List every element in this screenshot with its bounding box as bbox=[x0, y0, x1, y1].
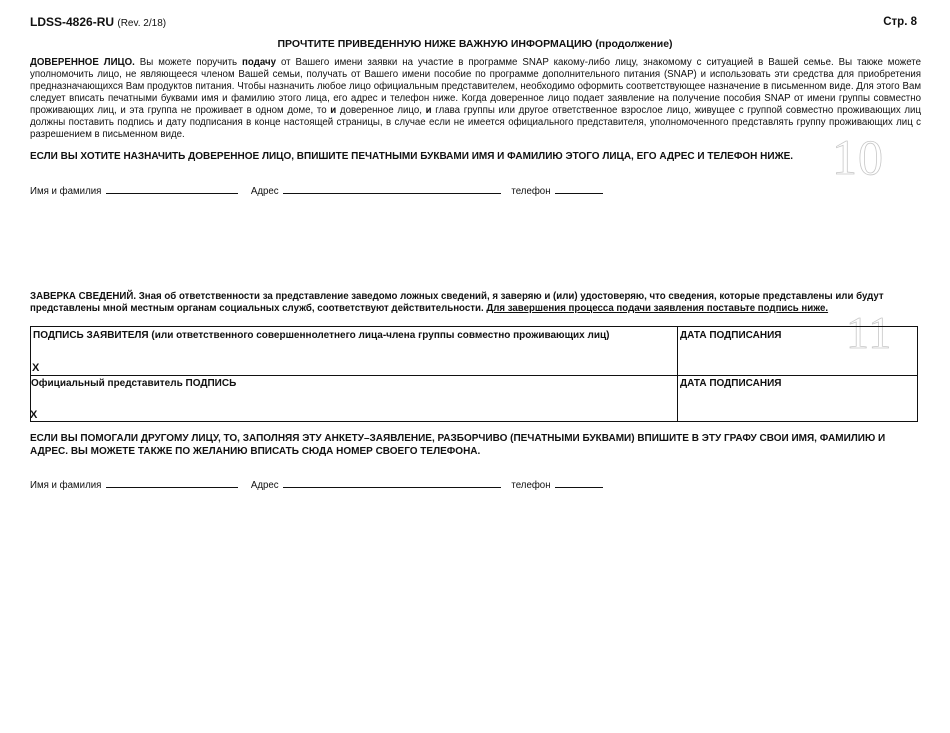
rep-fields-row bbox=[30, 184, 605, 197]
table-column-divider bbox=[677, 327, 678, 421]
signature-table bbox=[30, 326, 918, 422]
para-bold-and-1: и bbox=[330, 105, 337, 116]
certification-paragraph bbox=[30, 291, 925, 315]
rep-address-field[interactable] bbox=[283, 184, 501, 194]
helper-address-field[interactable] bbox=[283, 478, 501, 488]
applicant-signature-label: ПОДПИСЬ ЗАЯВИТЕЛЯ (или ответственного совершеннолетнего лица-члена группы совместно проживающих лиц) bbox=[33, 330, 610, 341]
helper-phone-label: телефон bbox=[511, 480, 551, 491]
rep-name-field[interactable] bbox=[106, 184, 238, 194]
helper-name-field[interactable] bbox=[106, 478, 238, 488]
para-text-4: глава группы или другое ответственное взрослое лицо, живущее с группой совместно проживающих лиц должны поставить подпись и дату подписания в конце настоящей страницы, в случае если не имеется официального представителя, уполномоченного представлять группу проживающих лиц с разрешением в письменном виде. bbox=[30, 105, 921, 140]
helper-fields-row bbox=[30, 478, 605, 491]
form-number: LDSS-4826-RU bbox=[30, 15, 115, 29]
rep-address-label: Адрес bbox=[250, 186, 279, 197]
rep-phone-field[interactable] bbox=[555, 184, 603, 194]
para-text-2: от Вашего имени заявки на участие в программе SNAP какому-либо лицу, знакомому с ситуацией в Вашей семье. Вы также можете уполномочить лицо, не являющееся членом Вашей семьи, получать от Вашего имени пособие по программе дополнительного питания (SNAP) и использовать эти средства для приобретения предназначающихся Вам продуктов питания. Чтобы назначить любое лицо официальным представителем, необходимо оформить соответствующее назначение в письменном виде. Для этого Вам следует вписать печатными буквами имя и фамилию этого лица, его адрес и телефон ниже. Когда доверенное лицо подает заявление на получение пособия SNAP от имени группы совместно проживающих лиц, и эта группа не проживает в одном доме, то bbox=[30, 57, 921, 116]
form-code bbox=[30, 15, 166, 29]
authorized-rep-title: ДОВЕРЕННОЕ ЛИЦО. bbox=[30, 57, 135, 68]
page-number: Стр. 8 bbox=[883, 16, 917, 28]
certification-underlined: Для завершения процесса подачи заявления поставьте подпись ниже. bbox=[486, 303, 829, 314]
section-number-10: 10 bbox=[832, 129, 884, 185]
representative-signature-x[interactable]: X bbox=[30, 409, 38, 421]
para-bold-and-2: и bbox=[425, 105, 432, 116]
helper-phone-field[interactable] bbox=[555, 478, 603, 488]
form-revision: (Rev. 2/18) bbox=[117, 18, 167, 29]
para-bold-word: подачу bbox=[242, 57, 276, 68]
certification-text: ЗАВЕРКА СВЕДЕНИЙ. Зная об ответственности за представление заведомо ложных сведений, я заверяю и (или) удостоверяю, что сведения, которые представлены или будут представлены мной местным органам социальных служб, соответствуют действительности. bbox=[30, 291, 884, 314]
section-number-11: 11 bbox=[846, 307, 893, 358]
rep-name-label: Имя и фамилия bbox=[30, 186, 102, 197]
designate-instruction: ЕСЛИ ВЫ ХОТИТЕ НАЗНАЧИТЬ ДОВЕРЕННОЕ ЛИЦО, ВПИШИТЕ ПЕЧАТНЫМИ БУКВАМИ ИМЯ И ФАМИЛИЮ ЭТОГО ЛИЦА, ЕГО АДРЕС И ТЕЛЕФОН НИЖЕ. bbox=[30, 151, 794, 162]
representative-date-label: ДАТА ПОДПИСАНИЯ bbox=[680, 378, 782, 389]
helper-address-label: Адрес bbox=[250, 480, 279, 491]
rep-phone-label: телефон bbox=[511, 186, 551, 197]
helper-instruction: ЕСЛИ ВЫ ПОМОГАЛИ ДРУГОМУ ЛИЦУ, ТО, ЗАПОЛНЯЯ ЭТУ АНКЕТУ–ЗАЯВЛЕНИЕ, РАЗБОРЧИВО (ПЕЧАТНЫМИ БУКВАМИ) ВПИШИТЕ В ЭТУ ГРАФУ СВОИ ИМЯ, ФАМИЛИЮ И АДРЕС. ВЫ МОЖЕТЕ ТАКЖЕ ПО ЖЕЛАНИЮ ВПИСАТЬ СЮДА НОМЕР СВОЕГО ТЕЛЕФОНА. bbox=[30, 433, 886, 457]
applicant-signature-x[interactable]: X bbox=[32, 362, 40, 374]
para-text-3: доверенное лицо, bbox=[336, 105, 426, 116]
table-row-divider bbox=[31, 375, 917, 376]
applicant-date-label: ДАТА ПОДПИСАНИЯ bbox=[680, 330, 782, 341]
para-text-1: Вы можете поручить bbox=[134, 57, 243, 68]
page-heading: ПРОЧТИТЕ ПРИВЕДЕННУЮ НИЖЕ ВАЖНУЮ ИНФОРМАЦИЮ (продолжение) bbox=[277, 38, 673, 50]
helper-name-label: Имя и фамилия bbox=[30, 480, 102, 491]
representative-signature-label: Официальный представитель ПОДПИСЬ bbox=[31, 378, 237, 389]
authorized-rep-paragraph bbox=[30, 57, 921, 141]
